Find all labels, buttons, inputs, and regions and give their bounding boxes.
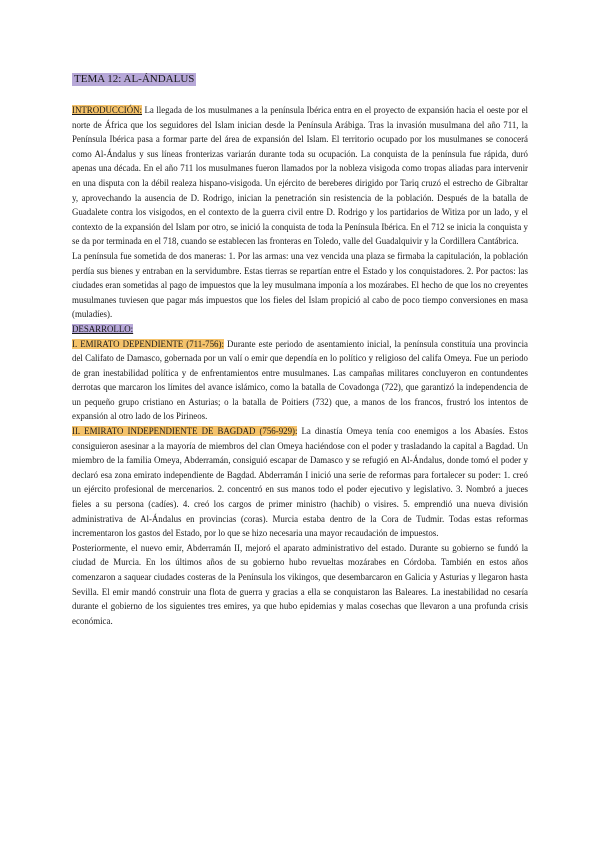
conquest-paragraph: La península fue sometida de dos maneras: 1. Por las armas: una vez vencida una plaza se firmaba la capitulación, la población perdía sus bienes y entraban en la servidumbre. Estas tierras se repartían entre el Estado y los conquistadores. 2. Por pactos: las ciudades eran sometidas al pago de impuestos que la ley musulmana imponía a los mozárabes. El hecho de que los no creyentes musulmanes tuviesen que pagar más impuestos que los fieles del Islam propició al cabo de poco tiempo conversiones en masa (muladíes).: [72, 250, 528, 320]
intro-text: La llegada de los musulmanes a la península Ibérica entra en el proyecto de expansión hacia el oeste por el norte de África que los seguidores del Islam inician desde la Península Arábiga. Tras la invasión musulmana del año 711, la Península Ibérica pasa a formar parte del área de expansión del Islam. El territorio ocupado por los musulmanes se conocerá como Al-Ándalus y sus líneas fronterizas variarán durante toda su ocupación. La conquista de la península fue rápida, duró apenas una década. En el año 711 los musulmanes fueron llamados por la nobleza visigoda como tropas aliadas para intervenir en una disputa con la débil realeza hispano-visigoda. Un ejército de bereberes dirigido por Tariq cruzó el estrecho de Gibraltar y, aprovechando la ausencia de D. Rodrigo, inician la penetración sin resistencia de la población. Después de la batalla de Guadalete contra los visigodos, en el contexto de la guerra civil entre D. Rodrigo y los partidarios de Witiza por un lado, y el contexto de la expansión del Islam por otro, se inició la conquista de toda la Península Ibérica. En el 712 se inicia la conquista y se da por terminada en el 718, cuando se establecen las fronteras en Toledo, valle del Guadalquivir y la Cordillera Cantábrica.: [72, 105, 528, 247]
intro-paragraph: [72, 103, 528, 249]
section2-paragraph: [72, 424, 528, 541]
section2-continuation-paragraph: Posteriormente, el nuevo emir, Abderramán II, mejoró el aparato administrativo del estado. Durante su gobierno se fundó la ciudad de Murcia. En los últimos años de su gobierno hubo revueltas mozárabes en Córdoba. También en estos años comenzaron a saquear ciudades costeras de la Península los vikingos, que desembarcaron en Galicia y Asturias y llegaron hasta Sevilla. El emir mandó construir una flota de guerra y gracias a ella se conquistaron las Baleares. La inestabilidad no cesaría durante el gobierno de los siguientes tres emires, ya que hubo epidemias y malas cosechas que llevaron a una profunda crisis económica.: [72, 542, 528, 626]
document-body: [72, 103, 528, 628]
development-heading: DESARROLLO:: [72, 323, 134, 334]
page-title: TEMA 12: AL-ÁNDALUS: [74, 73, 195, 85]
section1-text: Durante este periodo de asentamiento inicial, la península constituía una provincia del Califato de Damasco, gobernada por un valí o emir que dependía en lo político y religioso del califa Omeya. Fue un periodo de gran inestabilidad política y de enfrentamientos entre musulmanes. Las campañas militares concluyeron en contundentes derrotas que marcaron los límites del avance islámico, como la batalla de Covadonga (722), que garantizó la independencia de un pequeño grupo cristiano en Asturias; o la batalla de Poitiers (732) que, a manos de los francos, frustró los intentos de expansión al otro lado de los Pirineos.: [72, 338, 528, 422]
intro-heading: INTRODUCCIÓN:: [72, 105, 143, 115]
section1-paragraph: [72, 337, 528, 425]
section2-heading: II. EMIRATO INDEPENDIENTE DE BAGDAD (756-929):: [72, 426, 298, 437]
section2-text: La dinastía Omeya tenía coo enemigos a los Abasíes. Estos consiguieron asesinar a la mayoría de miembros del clan Omeya haciéndose con el poder y trasladando la capital a Bagdad. Un miembro de la familia Omeya, Abderramán, consiguió escapar de Damasco y se refugió en Al-Ándalus, donde tomó el poder y declaró esa zona emirato independiente de Bagdad. Abderramán I inició una serie de reformas para fortalecer su poder: 1. creó un ejército profesional de mercenarios. 2. concentró en sus manos todo el poder ejecutivo y legislativo. 3. Nombró a jueces fieles a su persona (cadíes). 4. creó los cargos de primer ministro (hachib) o visires. 5. emprendió una nueva división administrativa de Al-Ándalus en provincias (coras). Murcia estaba dentro de la Cora de Tudmir. Todas estas reformas incrementaron los gastos del Estado, por lo que se hizo necesaria una mayor recaudación de impuestos.: [72, 426, 528, 539]
section1-heading: I. EMIRATO DEPENDIENTE (711-756):: [72, 338, 224, 349]
development-heading-line: [72, 322, 528, 337]
